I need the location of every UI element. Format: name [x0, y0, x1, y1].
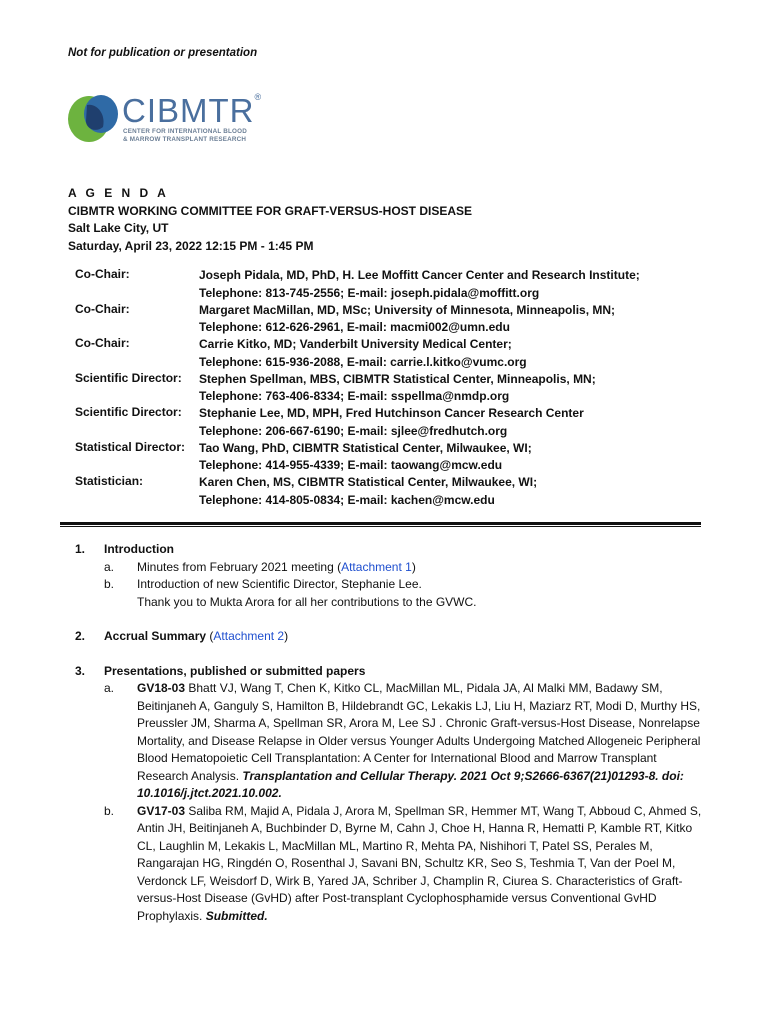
publication-gv17-03 [137, 803, 705, 926]
roster-line2: Telephone: 612-626-2961, E-mail: macmi002@umn.edu [199, 320, 510, 334]
sub-item-text [137, 559, 705, 577]
agenda-item-presentations [75, 663, 705, 926]
sub-item [104, 803, 705, 926]
publication-journal: Transplantation and Cellular Therapy. 2021 Oct 9;S2666-6367(21)01293-8. doi: 10.1016/j.jtct.2021.10.002. [137, 768, 684, 800]
study-code: GV18-03 [137, 681, 186, 695]
roster-line2: Telephone: 763-406-8334; E-mail: sspellma@nmdp.org [199, 389, 510, 403]
roster-info [199, 371, 596, 406]
roster-line2: Telephone: 615-936-2088, E-mail: carrie.l.kitko@vumc.org [199, 354, 527, 369]
meeting-location: Salt Lake City, UT [68, 221, 169, 235]
roster-info [199, 405, 584, 440]
thanks-text: Thank you to Mukta Arora for all her contributions to the GVWC. [137, 594, 477, 609]
logo-subtitle-line1: CENTER FOR INTERNATIONAL BLOOD [123, 128, 248, 135]
roster-role: Co-Chair: [75, 267, 130, 281]
sub-item-letter: a. [104, 681, 115, 695]
agenda-items [75, 541, 705, 925]
roster-role: Scientific Director: [75, 370, 182, 385]
roster-line1: Stephanie Lee, MD, MPH, Fred Hutchinson Cancer Research Center [199, 406, 584, 420]
agenda-item-accrual [75, 628, 705, 646]
logo-subtitle [123, 128, 247, 144]
agenda-item-introduction [75, 541, 705, 611]
roster-info [199, 474, 537, 509]
meeting-datetime: Saturday, April 23, 2022 12:15 PM - 1:45 PM [68, 238, 314, 253]
roster-info [199, 267, 640, 302]
roster-role: Statistical Director: [75, 439, 186, 454]
sub-item [104, 680, 705, 803]
publication-status: Submitted. [205, 908, 268, 923]
roster-line2: Telephone: 414-805-0834; E-mail: kachen@mcw.edu [199, 492, 495, 507]
roster-info [199, 440, 532, 475]
publication-authors: Saliba RM, Majid A, Pidala J, Arora M, Spellman SR, Hemmer MT, Wang T, Abboud C, Ahmed S, Antin JH, Beitinjaneh A, Buchbinder D, Byrne M, Cahn J, Choe H, Hanna R, Hematti P, Kamble RT, Kitko CL, Laughlin M, Lekakis L, MacMillan ML, Martino R, Mehta PA, Nishihori T, Patel SS, Perales M, Rangarajan HG, Ringdén O, Rosenthal J, Savani BN, Schultz KR, Seo S, Teshmia T, Van der Poel M, Verdonck LF, Weisdorf D, Wirk B, Yared JA, Schriber J, Champlin R, Ciurea S. Characteristics of Graft-versus-Host Disease (GvHD) after Post-transplant Cyclophosphamide versus Conventional GvHD Prophylaxis. [137, 803, 702, 923]
item-title [104, 628, 705, 646]
item-number: 1. [75, 542, 86, 556]
roster-line1: Tao Wang, PhD, CIBMTR Statistical Center, Milwaukee, WI; [199, 440, 532, 455]
sub-item-letter: b. [104, 577, 115, 591]
section-divider-thin [60, 526, 701, 527]
study-code: GV17-03 [137, 803, 186, 818]
item-number: 2. [75, 629, 86, 643]
roster-line2: Telephone: 414-955-4339; E-mail: taowang@mcw.edu [199, 458, 503, 472]
agenda-title: A G E N D A [68, 186, 169, 200]
roster-line1: Stephen Spellman, MBS, CIBMTR Statistical Center, Minneapolis, MN; [199, 371, 596, 386]
agenda-header [68, 185, 472, 255]
roster-role: Statistician: [75, 474, 144, 488]
roster-role: Co-Chair: [75, 336, 130, 350]
new-director-text: Introduction of new Scientific Director, Stephanie Lee. [137, 577, 422, 591]
confidentiality-notice: Not for publication or presentation [68, 47, 258, 59]
roster-line1: Margaret MacMillan, MD, MSc; University of Minnesota, Minneapolis, MN; [199, 302, 616, 317]
sub-item [104, 576, 705, 611]
roster-info [199, 302, 615, 337]
roster-role: Co-Chair: [75, 301, 130, 316]
paren-close: ) [411, 559, 416, 574]
section-divider [60, 522, 701, 525]
attachment-1-link[interactable]: Attachment 1 [341, 559, 412, 574]
sub-item-text [137, 576, 705, 611]
logo-registered: ® [254, 92, 263, 102]
sub-item [104, 559, 705, 577]
accrual-title: Accrual Summary [104, 629, 207, 643]
roster-role: Scientific Director: [75, 405, 182, 419]
publication-authors: Bhatt VJ, Wang T, Chen K, Kitko CL, MacMillan ML, Pidala JA, Al Malki MM, Badawy SM, Beitinjaneh A, Ganguly S, Hamilton B, Hildebrandt GC, Lekakis LJ, Liu H, Maziarz RT, Modi D, Murthy HS, Preussler JM, Sharma A, Spellman SR, Arora M, Lee SJ . Chronic Graft-versus-Host Disease, Nonrelapse Mortality, and Disease Relapse in Older versus Younger Adults Undergoing Matched Allogeneic Peripheral Blood Hematopoietic Cell Transplantation: A Center for International Blood and Marrow Transplant Research Analysis. [137, 681, 701, 783]
sub-item-letter: a. [104, 559, 115, 574]
committee-name: CIBMTR WORKING COMMITTEE FOR GRAFT-VERSUS-HOST DISEASE [68, 203, 472, 218]
roster-line2: Telephone: 206-667-6190; E-mail: sjlee@fredhutch.org [199, 423, 508, 438]
item-title: Presentations, published or submitted papers [104, 663, 366, 678]
roster-line2: Telephone: 813-745-2556; E-mail: joseph.pidala@moffitt.org [199, 285, 540, 300]
attachment-2-link[interactable]: Attachment 2 [213, 629, 285, 643]
item-title: Introduction [104, 542, 174, 556]
item-number: 3. [75, 663, 86, 678]
minutes-text: Minutes from February 2021 meeting ( [137, 559, 342, 574]
roster-line1: Carrie Kitko, MD; Vanderbilt University Medical Center; [199, 337, 512, 351]
roster-info [199, 336, 527, 371]
roster-line1: Karen Chen, MS, CIBMTR Statistical Center, Milwaukee, WI; [199, 475, 538, 489]
logo-name: CIBMTR [122, 92, 255, 129]
paren-close: ) [284, 629, 289, 643]
paren-open: ( [206, 629, 214, 643]
sub-item-letter: b. [104, 803, 115, 818]
roster-line1: Joseph Pidala, MD, PhD, H. Lee Moffitt Cancer Center and Research Institute; [199, 268, 640, 282]
logo-subtitle-line2: & MARROW TRANSPLANT RESEARCH [123, 136, 247, 143]
logo-wordmark [122, 92, 262, 130]
publication-gv18-03 [137, 680, 705, 803]
